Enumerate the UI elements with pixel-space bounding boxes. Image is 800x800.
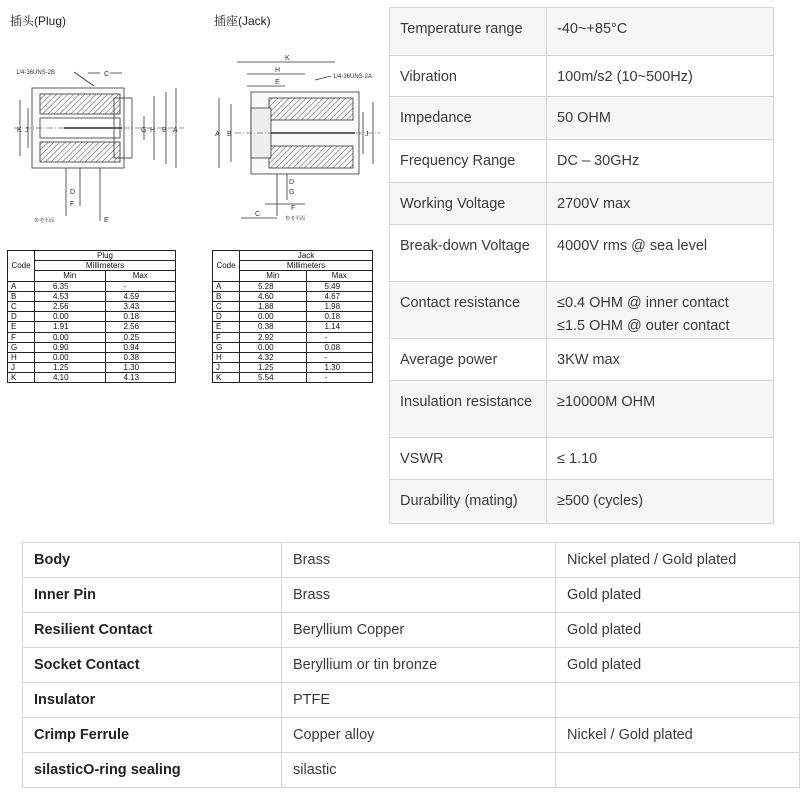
plug-dimension-row xyxy=(8,363,176,373)
jack-dimension-code: D xyxy=(213,312,240,322)
spec-row xyxy=(390,8,774,56)
jack-dimension-min: 2.92 xyxy=(240,332,307,342)
material-finish xyxy=(556,753,800,788)
jack-dimension-max: 1.30 xyxy=(306,363,373,373)
plug-dimension-max: 0.18 xyxy=(105,312,176,322)
svg-text:A: A xyxy=(215,131,220,138)
spec-row xyxy=(390,381,774,438)
spec-label: Working Voltage xyxy=(390,183,547,225)
spec-label: VSWR xyxy=(390,438,547,480)
svg-text:K: K xyxy=(17,127,22,134)
plug-dimension-row xyxy=(8,342,176,352)
specification-table xyxy=(389,7,774,524)
spec-row xyxy=(390,140,774,183)
plug-dimension-min: 0.00 xyxy=(35,352,106,362)
jack-dimension-min: 5.54 xyxy=(240,373,307,383)
svg-text:E: E xyxy=(104,217,109,224)
plug-dimension-row xyxy=(8,352,176,362)
spec-label: Impedance xyxy=(390,97,547,140)
spec-row xyxy=(390,97,774,140)
jack-dimension-row xyxy=(213,373,373,383)
plug-dimension-row xyxy=(8,301,176,311)
spec-row xyxy=(390,56,774,97)
plug-dimension-max: 0.94 xyxy=(105,342,176,352)
svg-text:E: E xyxy=(275,79,280,86)
plug-dimension-min: 0.90 xyxy=(35,342,106,352)
svg-text:C: C xyxy=(255,211,261,218)
material-row xyxy=(23,648,800,683)
jack-dimension-min: 5.28 xyxy=(240,281,307,291)
plug-dimension-row xyxy=(8,332,176,342)
material-row xyxy=(23,578,800,613)
spec-row xyxy=(390,480,774,524)
plug-dimension-min: 1.25 xyxy=(35,363,106,373)
jack-dimension-max: 4.67 xyxy=(306,291,373,301)
material-row xyxy=(23,718,800,753)
plug-dimension-row xyxy=(8,281,176,291)
plug-table-title: Plug xyxy=(35,251,176,261)
plug-dimension-row xyxy=(8,322,176,332)
jack-thread-label: 1/4-36UNS-2A xyxy=(333,74,373,80)
jack-dimension-code: H xyxy=(213,352,240,362)
material-row xyxy=(23,543,800,578)
spec-value: 4000V rms @ sea level xyxy=(547,225,774,282)
jack-dimension-row xyxy=(213,332,373,342)
plug-dimension-max: 2.56 xyxy=(105,322,176,332)
spec-row xyxy=(390,225,774,282)
plug-dimension-min: 0.00 xyxy=(35,332,106,342)
material-part: Socket Contact xyxy=(23,648,282,683)
spec-label: Temperature range xyxy=(390,8,547,56)
material-part: Body xyxy=(23,543,282,578)
spec-value: -40~+85°C xyxy=(547,8,774,56)
material-name: PTFE xyxy=(282,683,556,718)
jack-drawing-title: 插座(Jack) xyxy=(214,14,271,28)
jack-dimension-row xyxy=(213,322,373,332)
plug-dimension-min: 2.56 xyxy=(35,301,106,311)
materials-table xyxy=(22,542,800,788)
jack-ref-label: 参考平面 xyxy=(285,216,306,222)
jack-dimension-min: 0.00 xyxy=(240,342,307,352)
spec-value: 3KW max xyxy=(547,339,774,381)
plug-dimension-max: 0.25 xyxy=(105,332,176,342)
plug-dimension-code: C xyxy=(8,301,35,311)
plug-thread-label: 1/4-36UNS-2B xyxy=(16,70,56,76)
material-row xyxy=(23,613,800,648)
jack-dimension-max: 1.98 xyxy=(306,301,373,311)
plug-table-unit: Millimeters xyxy=(35,261,176,271)
plug-dimension-max: - xyxy=(105,281,176,291)
material-part: silasticO-ring sealing xyxy=(23,753,282,788)
jack-dimension-min: 4.32 xyxy=(240,352,307,362)
spec-row xyxy=(390,438,774,480)
material-name: Beryllium or tin bronze xyxy=(282,648,556,683)
jack-dimension-max: - xyxy=(306,332,373,342)
jack-max-header: Max xyxy=(306,271,373,281)
material-name: Brass xyxy=(282,578,556,613)
material-finish: Nickel / Gold plated xyxy=(556,718,800,753)
spec-value: 100m/s2 (10~500Hz) xyxy=(547,56,774,97)
spec-value: ≤ 1.10 xyxy=(547,438,774,480)
jack-table-title: Jack xyxy=(240,251,373,261)
jack-dimension-code: J xyxy=(213,363,240,373)
svg-text:H: H xyxy=(275,67,281,74)
jack-dimension-code: B xyxy=(213,291,240,301)
svg-text:H: H xyxy=(150,127,156,134)
jack-dimension-min: 0.38 xyxy=(240,322,307,332)
jack-dimension-max: 1.14 xyxy=(306,322,373,332)
svg-text:B: B xyxy=(227,131,232,138)
jack-dimension-code: K xyxy=(213,373,240,383)
spec-row xyxy=(390,282,774,339)
spec-value: 50 OHM xyxy=(547,97,774,140)
svg-text:G: G xyxy=(289,189,295,196)
spec-value: 2700V max xyxy=(547,183,774,225)
jack-code-header: Code xyxy=(213,251,240,282)
plug-dimension-row xyxy=(8,312,176,322)
plug-dimension-code: K xyxy=(8,373,35,383)
spec-label: Break-down Voltage xyxy=(390,225,547,282)
jack-dimension-max: 0.18 xyxy=(306,312,373,322)
jack-dimension-row xyxy=(213,363,373,373)
plug-drawing xyxy=(4,56,194,236)
jack-dimension-code: C xyxy=(213,301,240,311)
material-row xyxy=(23,683,800,718)
svg-text:F: F xyxy=(291,205,296,212)
spec-label: Contact resistance xyxy=(390,282,547,339)
plug-dimension-code: E xyxy=(8,322,35,332)
material-part: Resilient Contact xyxy=(23,613,282,648)
plug-dimension-row xyxy=(8,373,176,383)
svg-text:J: J xyxy=(25,127,29,134)
svg-text:D: D xyxy=(70,189,76,196)
plug-dimension-code: D xyxy=(8,312,35,322)
plug-dimension-code: J xyxy=(8,363,35,373)
jack-dimension-row xyxy=(213,312,373,322)
plug-dimension-code: G xyxy=(8,342,35,352)
plug-max-header: Max xyxy=(105,271,176,281)
material-part: Crimp Ferrule xyxy=(23,718,282,753)
material-finish: Gold plated xyxy=(556,613,800,648)
spec-row xyxy=(390,183,774,225)
material-name: Beryllium Copper xyxy=(282,613,556,648)
svg-text:B: B xyxy=(162,127,167,134)
svg-text:K: K xyxy=(285,55,290,62)
plug-dimension-table xyxy=(7,250,176,383)
material-finish: Nickel plated / Gold plated xyxy=(556,543,800,578)
plug-dimension-code: F xyxy=(8,332,35,342)
spec-label: Insulation resistance xyxy=(390,381,547,438)
jack-dimension-code: E xyxy=(213,322,240,332)
jack-dimension-code: F xyxy=(213,332,240,342)
plug-dimension-min: 4.10 xyxy=(35,373,106,383)
plug-dimension-min: 0.00 xyxy=(35,312,106,322)
svg-text:C: C xyxy=(104,71,110,78)
jack-dimension-min: 4.60 xyxy=(240,291,307,301)
plug-dimension-max: 4.13 xyxy=(105,373,176,383)
jack-dimension-max: 0.08 xyxy=(306,342,373,352)
jack-dimension-row xyxy=(213,301,373,311)
spec-value: ≥500 (cycles) xyxy=(547,480,774,524)
jack-dimension-max: - xyxy=(306,373,373,383)
jack-dimension-min: 0.00 xyxy=(240,312,307,322)
plug-dimension-row xyxy=(8,291,176,301)
plug-dimension-max: 0.38 xyxy=(105,352,176,362)
spec-label: Durability (mating) xyxy=(390,480,547,524)
material-name: Copper alloy xyxy=(282,718,556,753)
jack-dimension-min: 1.25 xyxy=(240,363,307,373)
material-finish: Gold plated xyxy=(556,648,800,683)
plug-dimension-code: A xyxy=(8,281,35,291)
spec-value: DC – 30GHz xyxy=(547,140,774,183)
spec-label: Vibration xyxy=(390,56,547,97)
plug-dimension-max: 1.30 xyxy=(105,363,176,373)
spec-label: Frequency Range xyxy=(390,140,547,183)
plug-ref-label: 参考平面 xyxy=(34,218,55,224)
material-finish: Gold plated xyxy=(556,578,800,613)
material-name: silastic xyxy=(282,753,556,788)
jack-drawing xyxy=(205,52,385,232)
jack-dimension-min: 1.88 xyxy=(240,301,307,311)
plug-dimension-min: 4.53 xyxy=(35,291,106,301)
plug-dimension-code: H xyxy=(8,352,35,362)
spec-value: ≥10000M OHM xyxy=(547,381,774,438)
svg-text:F: F xyxy=(70,201,75,208)
jack-dimension-row xyxy=(213,342,373,352)
svg-text:A: A xyxy=(173,127,178,134)
plug-drawing-title: 插头(Plug) xyxy=(10,14,67,28)
svg-text:G: G xyxy=(141,127,147,134)
jack-dimension-max: - xyxy=(306,352,373,362)
material-row xyxy=(23,753,800,788)
jack-dimension-code: G xyxy=(213,342,240,352)
plug-dimension-max: 3.43 xyxy=(105,301,176,311)
jack-dimension-code: A xyxy=(213,281,240,291)
spec-value: ≤0.4 OHM @ inner contact ≤1.5 OHM @ outer contact xyxy=(547,282,774,339)
jack-min-header: Min xyxy=(240,271,307,281)
jack-dimension-row xyxy=(213,291,373,301)
plug-dimension-code: B xyxy=(8,291,35,301)
jack-dimension-row xyxy=(213,352,373,362)
svg-text:J: J xyxy=(365,131,369,138)
plug-dimension-max: 4.59 xyxy=(105,291,176,301)
jack-dimension-table xyxy=(212,250,373,383)
svg-text:D: D xyxy=(289,179,295,186)
plug-dimension-min: 1.91 xyxy=(35,322,106,332)
material-finish xyxy=(556,683,800,718)
jack-dimension-row xyxy=(213,281,373,291)
jack-table-unit: Millimeters xyxy=(240,261,373,271)
spec-row xyxy=(390,339,774,381)
jack-dimension-max: 5.49 xyxy=(306,281,373,291)
plug-min-header: Min xyxy=(35,271,106,281)
spec-label: Average power xyxy=(390,339,547,381)
material-part: Insulator xyxy=(23,683,282,718)
material-name: Brass xyxy=(282,543,556,578)
plug-dimension-min: 6.35 xyxy=(35,281,106,291)
plug-code-header: Code xyxy=(8,251,35,282)
material-part: Inner Pin xyxy=(23,578,282,613)
